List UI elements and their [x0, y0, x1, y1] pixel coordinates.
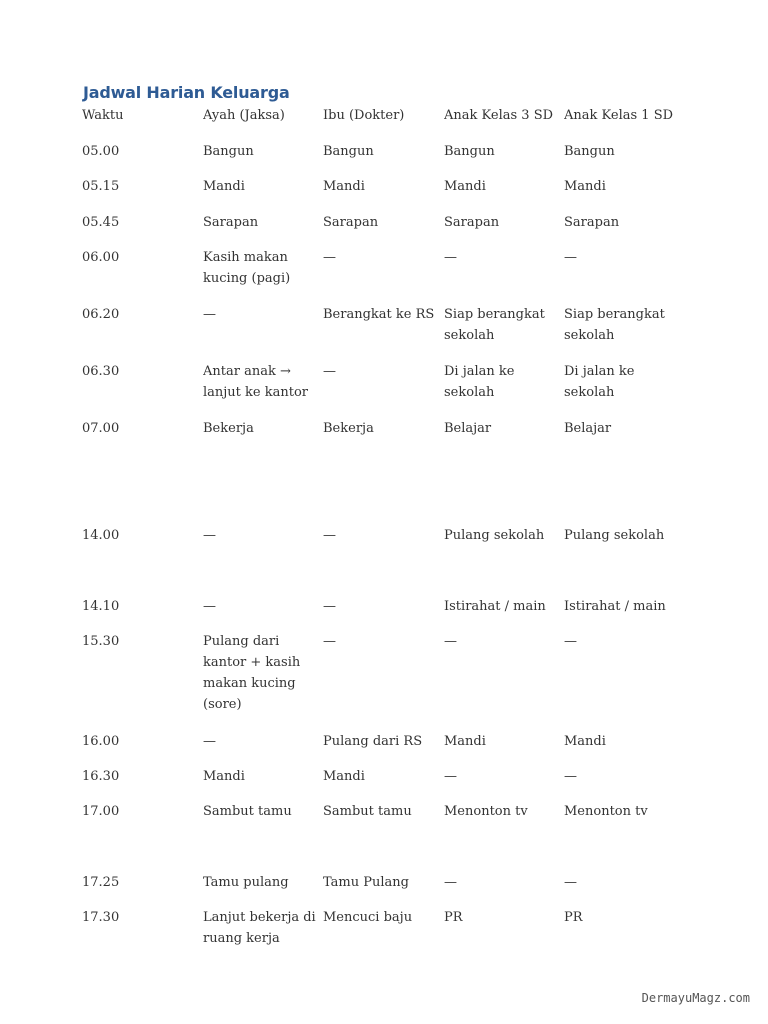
schedule-table — [82, 105, 685, 957]
cell-anak-1sd: Istirahat / main — [564, 599, 666, 614]
cell-ayah: — — [203, 307, 216, 322]
cell-ayah: Kasih makan kucing (pagi) — [203, 250, 291, 286]
cell-ibu: — — [323, 364, 336, 379]
cell-ayah: Tamu pulang — [203, 875, 289, 890]
cell-time: 16.30 — [82, 769, 120, 784]
cell-anak-3sd: Mandi — [444, 734, 486, 749]
cell-anak-1sd: Sarapan — [564, 215, 620, 230]
cell-anak-3sd: Bangun — [444, 144, 495, 159]
cell-ayah: Antar anak → lanjut ke kantor — [203, 364, 309, 400]
cell-ibu: Tamu Pulang — [323, 875, 409, 890]
cell-anak-3sd: — — [444, 875, 457, 890]
cell-time: 06.00 — [82, 250, 120, 265]
table-row — [82, 731, 685, 766]
cell-time: 14.10 — [82, 599, 120, 614]
header-row — [82, 105, 685, 141]
cell-time: 05.45 — [82, 215, 120, 230]
cell-ayah: — — [203, 599, 216, 614]
table-row — [82, 418, 685, 525]
cell-ayah: Sambut tamu — [203, 804, 292, 819]
table-row — [82, 766, 685, 801]
cell-anak-3sd: Pulang sekolah — [444, 528, 545, 543]
table-row — [82, 907, 685, 957]
cell-ayah: Bekerja — [203, 421, 254, 436]
document-title: Jadwal Harian Keluarga — [83, 83, 290, 102]
cell-ibu: — — [323, 250, 336, 265]
cell-time: 17.30 — [82, 910, 120, 925]
cell-anak-1sd: Mandi — [564, 179, 606, 194]
cell-time: 05.15 — [82, 179, 120, 194]
cell-time: 17.00 — [82, 804, 120, 819]
header-ibu: Ibu (Dokter) — [323, 108, 405, 123]
cell-time: 06.20 — [82, 307, 120, 322]
cell-ibu: Mencuci baju — [323, 910, 413, 925]
table-row — [82, 801, 685, 872]
cell-anak-1sd: Pulang sekolah — [564, 528, 665, 543]
cell-time: 07.00 — [82, 421, 120, 436]
table-row — [82, 631, 685, 731]
cell-ayah: — — [203, 528, 216, 543]
cell-anak-3sd: — — [444, 769, 457, 784]
cell-anak-3sd: Siap berangkat sekolah — [444, 307, 545, 343]
cell-ibu: Pulang dari RS — [323, 734, 423, 749]
cell-anak-3sd: Belajar — [444, 421, 492, 436]
table-row — [82, 247, 685, 304]
cell-anak-3sd: Sarapan — [444, 215, 500, 230]
cell-anak-3sd: Mandi — [444, 179, 486, 194]
cell-anak-1sd: — — [564, 769, 577, 784]
cell-ibu: Mandi — [323, 179, 365, 194]
cell-time: 15.30 — [82, 634, 120, 649]
table-row — [82, 872, 685, 907]
cell-ibu: Berangkat ke RS — [323, 307, 435, 322]
cell-ibu: Sambut tamu — [323, 804, 412, 819]
cell-ayah: Lanjut bekerja di ruang kerja — [203, 910, 316, 946]
cell-ibu: Mandi — [323, 769, 365, 784]
cell-ayah: Mandi — [203, 179, 245, 194]
cell-time: 17.25 — [82, 875, 120, 890]
table-row — [82, 304, 685, 361]
cell-ibu: — — [323, 528, 336, 543]
cell-anak-1sd: — — [564, 634, 577, 649]
table-row — [82, 596, 685, 631]
cell-ibu: Sarapan — [323, 215, 379, 230]
cell-time: 14.00 — [82, 528, 120, 543]
cell-anak-3sd: Istirahat / main — [444, 599, 546, 614]
table-row — [82, 212, 685, 247]
table-row — [82, 361, 685, 418]
cell-anak-1sd: PR — [564, 910, 583, 925]
header-ayah: Ayah (Jaksa) — [203, 108, 285, 123]
cell-ayah: Mandi — [203, 769, 245, 784]
cell-anak-1sd: Siap berangkat sekolah — [564, 307, 665, 343]
cell-anak-3sd: — — [444, 250, 457, 265]
cell-ayah: Pulang dari kantor + kasih makan kucing (sore) — [203, 634, 301, 712]
cell-anak-1sd: Belajar — [564, 421, 612, 436]
cell-time: 06.30 — [82, 364, 120, 379]
cell-anak-1sd: — — [564, 250, 577, 265]
cell-anak-1sd: — — [564, 875, 577, 890]
cell-ayah: Bangun — [203, 144, 254, 159]
header-time: Waktu — [82, 108, 124, 123]
cell-ibu: Bangun — [323, 144, 374, 159]
table-row — [82, 525, 685, 596]
table-row — [82, 141, 685, 176]
cell-anak-1sd: Di jalan ke sekolah — [564, 364, 635, 400]
cell-anak-1sd: Bangun — [564, 144, 615, 159]
cell-ayah: — — [203, 734, 216, 749]
header-anak-1sd: Anak Kelas 1 SD — [564, 108, 674, 123]
header-anak-3sd: Anak Kelas 3 SD — [444, 108, 554, 123]
cell-time: 05.00 — [82, 144, 120, 159]
cell-anak-3sd: Di jalan ke sekolah — [444, 364, 515, 400]
cell-ibu: — — [323, 634, 336, 649]
cell-ibu: — — [323, 599, 336, 614]
cell-ibu: Bekerja — [323, 421, 374, 436]
cell-anak-1sd: Mandi — [564, 734, 606, 749]
cell-anak-3sd: Menonton tv — [444, 804, 528, 819]
cell-anak-3sd: PR — [444, 910, 463, 925]
cell-ayah: Sarapan — [203, 215, 259, 230]
cell-anak-3sd: — — [444, 634, 457, 649]
footer-watermark: DermayuMagz.com — [641, 991, 750, 1005]
cell-time: 16.00 — [82, 734, 120, 749]
table-row — [82, 176, 685, 212]
cell-anak-1sd: Menonton tv — [564, 804, 648, 819]
